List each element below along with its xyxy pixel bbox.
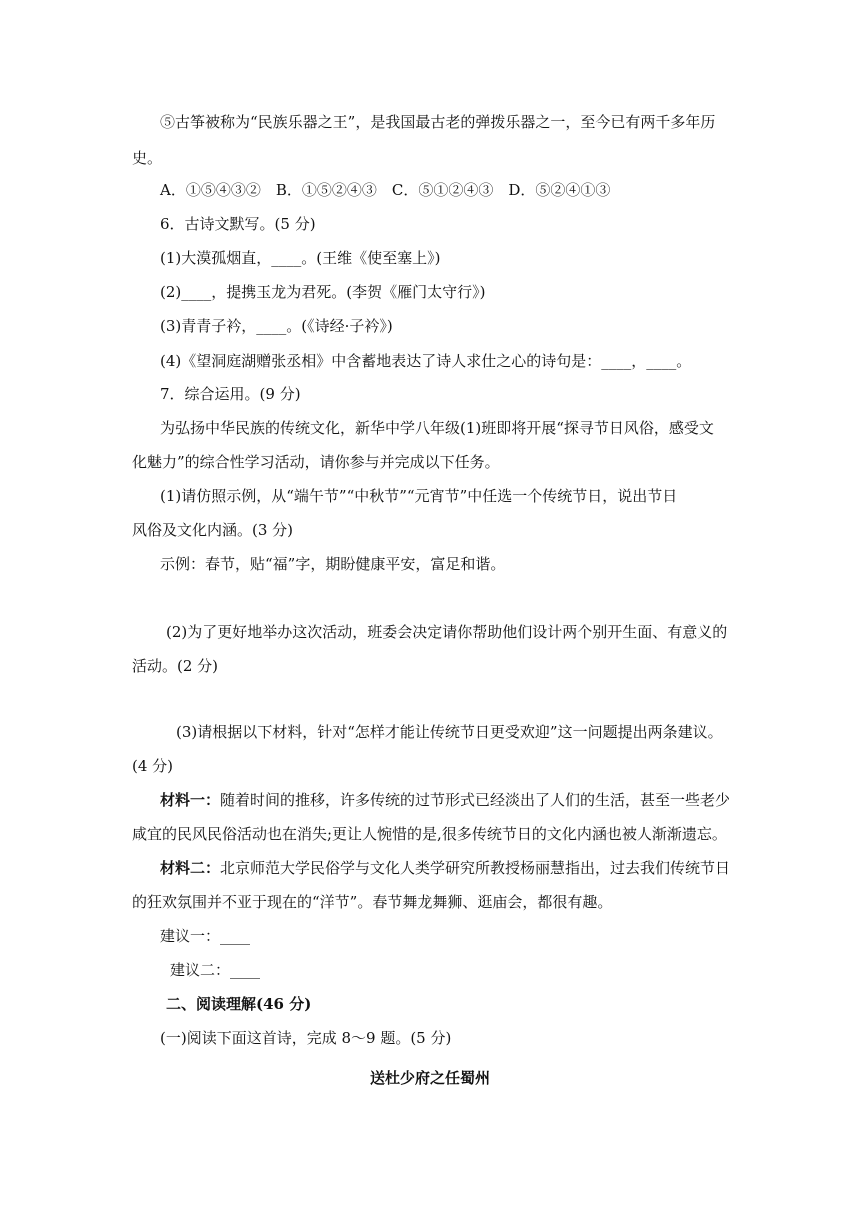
poem-title: 送杜少府之任蜀州 bbox=[369, 1069, 490, 1087]
q6-part3: (3)青青子衿，____。(《诗经·子衿》) bbox=[160, 317, 393, 335]
q6-part2: (2)____，提携玉龙为君死。(李贺《雁门太守行》) bbox=[160, 283, 486, 301]
q7-example: 示例：春节，贴“福”字，期盼健康平安，富足和谐。 bbox=[160, 555, 506, 573]
q7-sub2-line1: (2)为了更好地举办这次活动，班委会决定请你帮助他们设计两个别开生面、有意义的 bbox=[166, 623, 728, 641]
material2-label: 材料二： bbox=[160, 859, 221, 877]
q7-sub3-line1: (3)请根据以下材料，针对“怎样才能让传统节日更受欢迎”这一问题提出两条建议。 bbox=[176, 723, 723, 741]
section2-subtitle: (一)阅读下面这首诗，完成 8～9 题。(5 分) bbox=[160, 1029, 452, 1047]
answer-options: A．①⑤④③② B．①⑤②④③ C．⑤①②④③ D．⑤②④①③ bbox=[160, 181, 611, 199]
section2-title: 二、阅读理解(46 分) bbox=[166, 995, 312, 1013]
material1-label: 材料一： bbox=[160, 791, 221, 809]
q6-title: 6．古诗文默写。(5 分) bbox=[160, 215, 316, 233]
q7-sub1-line2: 风俗及文化内涵。(3 分) bbox=[132, 521, 294, 539]
material2-line1 bbox=[160, 858, 730, 878]
q7-sub2-line2: 活动。(2 分) bbox=[132, 657, 219, 675]
q6-part1: (1)大漠孤烟直，____。(王维《使至塞上》) bbox=[160, 249, 441, 267]
material2-text: 北京师范大学民俗学与文化人类学研究所教授杨丽慧指出，过去我们传统节日 bbox=[220, 859, 731, 877]
q6-part4: (4)《望洞庭湖赠张丞相》中含蓄地表达了诗人求仕之心的诗句是：____，____。 bbox=[160, 352, 692, 370]
q7-intro-line2: 化魅力”的综合性学习活动，请你参与并完成以下任务。 bbox=[132, 453, 500, 471]
q7-sub1-line1: (1)请仿照示例，从“端午节”“中秋节”“元宵节”中任选一个传统节日，说出节日 bbox=[160, 487, 678, 505]
q7-intro-line1: 为弘扬中华民族的传统文化，新华中学八年级(1)班即将开展“探寻节日风俗，感受文 bbox=[160, 419, 714, 437]
q7-sub3-line2: (4 分) bbox=[132, 757, 174, 775]
material1-line1 bbox=[160, 790, 730, 810]
material2-line2: 的狂欢氛围并不亚于现在的“洋节”。春节舞龙舞狮、逛庙会，都很有趣。 bbox=[132, 893, 613, 911]
suggestion2: 建议二：____ bbox=[170, 961, 261, 979]
item5-line2: 史。 bbox=[132, 149, 163, 167]
material1-line2: 咸宜的民风民俗活动也在消失;更让人惋惜的是,很多传统节日的文化内涵也被人渐渐遗忘。 bbox=[132, 825, 727, 843]
item5-line1: ⑤古筝被称为“民族乐器之王”，是我国最古老的弹拨乐器之一，至今已有两千多年历 bbox=[160, 113, 716, 131]
material1-text: 随着时间的推移，许多传统的过节形式已经淡出了人们的生活，甚至一些老少 bbox=[220, 791, 731, 809]
q7-title: 7．综合运用。(9 分) bbox=[160, 385, 301, 403]
suggestion1: 建议一：____ bbox=[160, 927, 251, 945]
